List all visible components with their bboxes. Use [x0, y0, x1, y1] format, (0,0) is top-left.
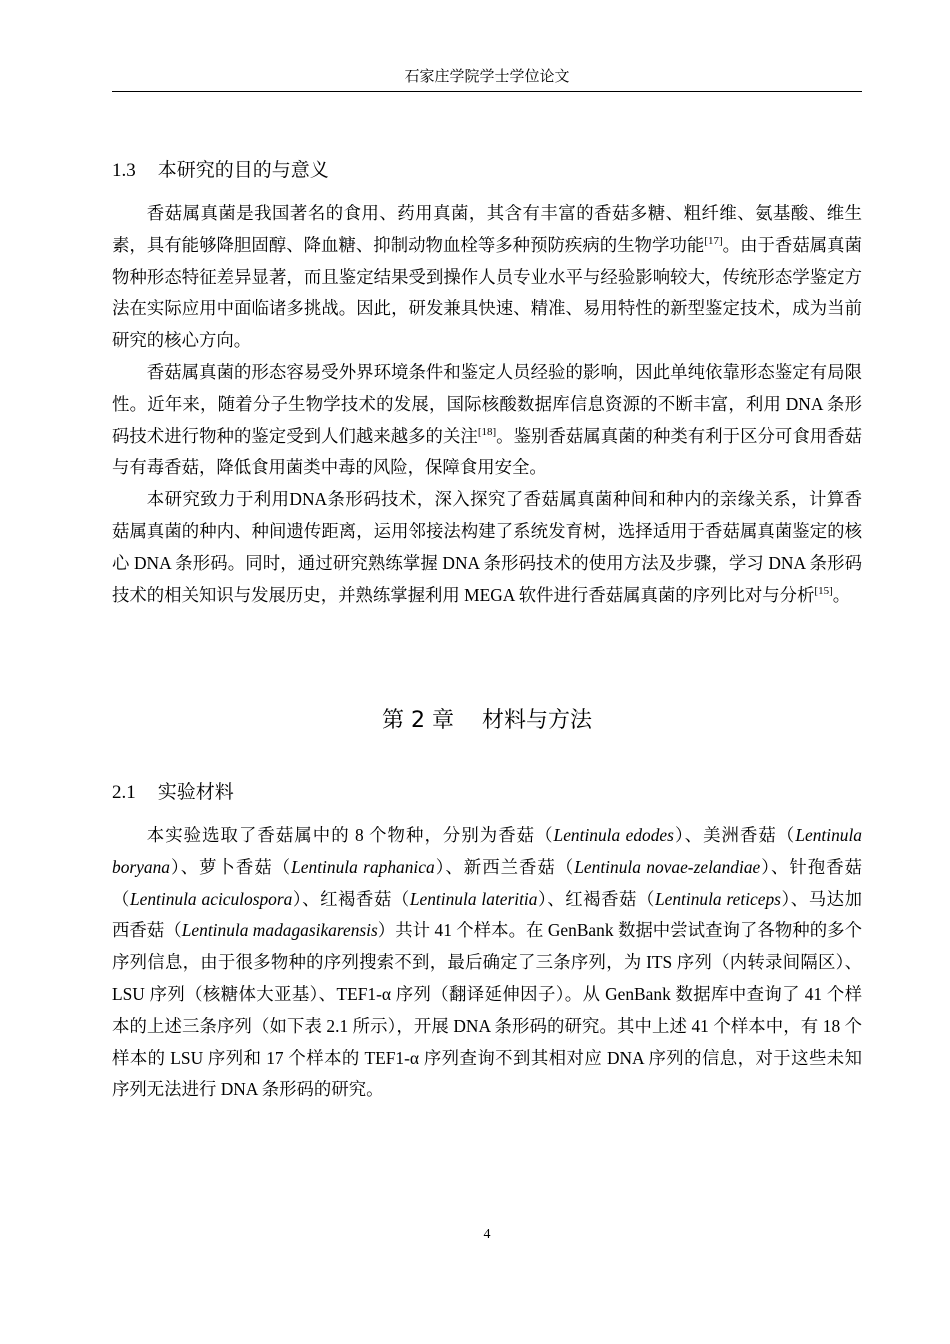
paragraph — [112, 484, 862, 611]
section-2-1-body — [112, 820, 862, 1106]
paragraph-text: ）、红褐香菇（ — [537, 888, 655, 909]
section-title: 本研究的目的与意义 — [157, 159, 329, 181]
section-number: 2.1 — [112, 782, 136, 803]
paragraph-text: ）、红褐香菇（ — [292, 888, 410, 909]
species-latin-name: Lentinula edodes — [553, 825, 674, 845]
paragraph-text: 本研究致力于利用DNA条形码技术，深入探究了香菇属真菌种间和种内的亲缘关系，计算香菇属真菌的种内、种间遗传距离，运用邻接法构建了系统发育树，选择适用于香菇属真菌鉴定的核心 DNA 条形码。同时，通过研究熟练掌握 DNA 条形码技术的使用方法及步骤，学习 DNA 条形码技术的相关知识与发展历史，并熟练掌握利用 MEGA 软件进行香菇属真菌的序列比对与分析 — [112, 489, 862, 605]
paragraph-text: 。 — [832, 584, 851, 605]
species-latin-name: Lentinula reticeps — [654, 888, 781, 909]
paragraph-text: 本实验选取了香菇属中的 8 个物种，分别为香菇（ — [146, 825, 554, 845]
species-latin-name: Lentinula aciculospora — [129, 888, 293, 909]
chapter-heading — [112, 707, 862, 735]
paragraph — [112, 357, 862, 484]
section-heading-1-3 — [112, 158, 329, 183]
species-latin-name: Lentinula novae-zelandiae — [574, 856, 761, 877]
header-rule — [112, 91, 862, 92]
paragraph-text: ）、萝卜香菇（ — [169, 856, 292, 877]
species-latin-name: Lentinula lateritia — [409, 888, 538, 909]
paragraph — [112, 198, 862, 357]
species-latin-name: Lentinula madagasikarensis — [181, 920, 378, 941]
paragraph-text: 。鉴别香菇属真菌的种类有利于区分可食用香菇与有毒香菇，降低食用菌类中毒的风险，保障食用安全。 — [112, 425, 862, 478]
chapter-label: 第 2 章 — [382, 708, 454, 733]
paragraph-text: ）、马达加西香菇（ — [112, 888, 862, 941]
paragraph-text: ）、新西兰香菇（ — [434, 856, 575, 877]
running-header: 石家庄学院学士学位论文 — [404, 67, 570, 85]
paragraph-text: ）、美洲香菇（ — [673, 825, 796, 845]
paragraph-text: 香菇属真菌是我国著名的食用、药用真菌，其含有丰富的香菇多糖、粗纤维、氨基酸、维生素，具有能够降胆固醇、降血糖、抑制动物血栓等多种预防疾病的生物学功能 — [112, 203, 862, 255]
paragraph-text: ）共计 41 个样本。在 GenBank 数据中尝试查询了各物种的多个序列信息，由于很多物种的序列搜索不到，最后确定了三条序列，为 ITS 序列（内转录间隔区）、LSU 序列（核糖体大亚基）、TEF1-α 序列（翻译延伸因子）。从 GenBank 数据库中查询了 41 个样本的上述三条序列（如下表 2.1 所示），开展 DNA 条形码的研究。其中上述 41 个样本中，有 18 个样本的 LSU 序列和 17 个样本的 TEF1-α 序列查询不到其相对应 DNA 序列的信息，对于这些未知序列无法进行 DNA 条形码的研究。 — [112, 920, 862, 1100]
species-latin-name: Lentinula boryana — [112, 825, 862, 877]
citation-ref: [15] — [814, 584, 833, 597]
chapter-title: 材料与方法 — [481, 708, 592, 733]
species-latin-name: Lentinula raphanica — [291, 856, 435, 877]
section-title: 实验材料 — [157, 781, 234, 803]
citation-ref: [18] — [477, 425, 497, 438]
paragraph-text: 。由于香菇属真菌物种形态特征差异显著，而且鉴定结果受到操作人员专业水平与经验影响较大，传统形态学鉴定方法在实际应用中面临诸多挑战。因此，研发兼具快速、精准、易用特性的新型鉴定技术，成为当前研究的核心方向。 — [112, 234, 862, 351]
section-heading-2-1 — [112, 780, 234, 805]
paragraph — [112, 820, 862, 1106]
page-number: 4 — [483, 1227, 491, 1242]
citation-ref: [17] — [704, 235, 723, 247]
paragraph-text: 香菇属真菌的形态容易受外界环境条件和鉴定人员经验的影响，因此单纯依靠形态鉴定有局限性。近年来，随着分子生物学技术的发展，国际核酸数据库信息资源的不断丰富，利用 DNA 条形码技术进行物种的鉴定受到人们越来越多的关注 — [112, 361, 862, 446]
paragraph-text: ）、针孢香菇（ — [112, 856, 862, 909]
section-1-3-body — [112, 198, 862, 611]
section-number: 1.3 — [112, 160, 136, 181]
